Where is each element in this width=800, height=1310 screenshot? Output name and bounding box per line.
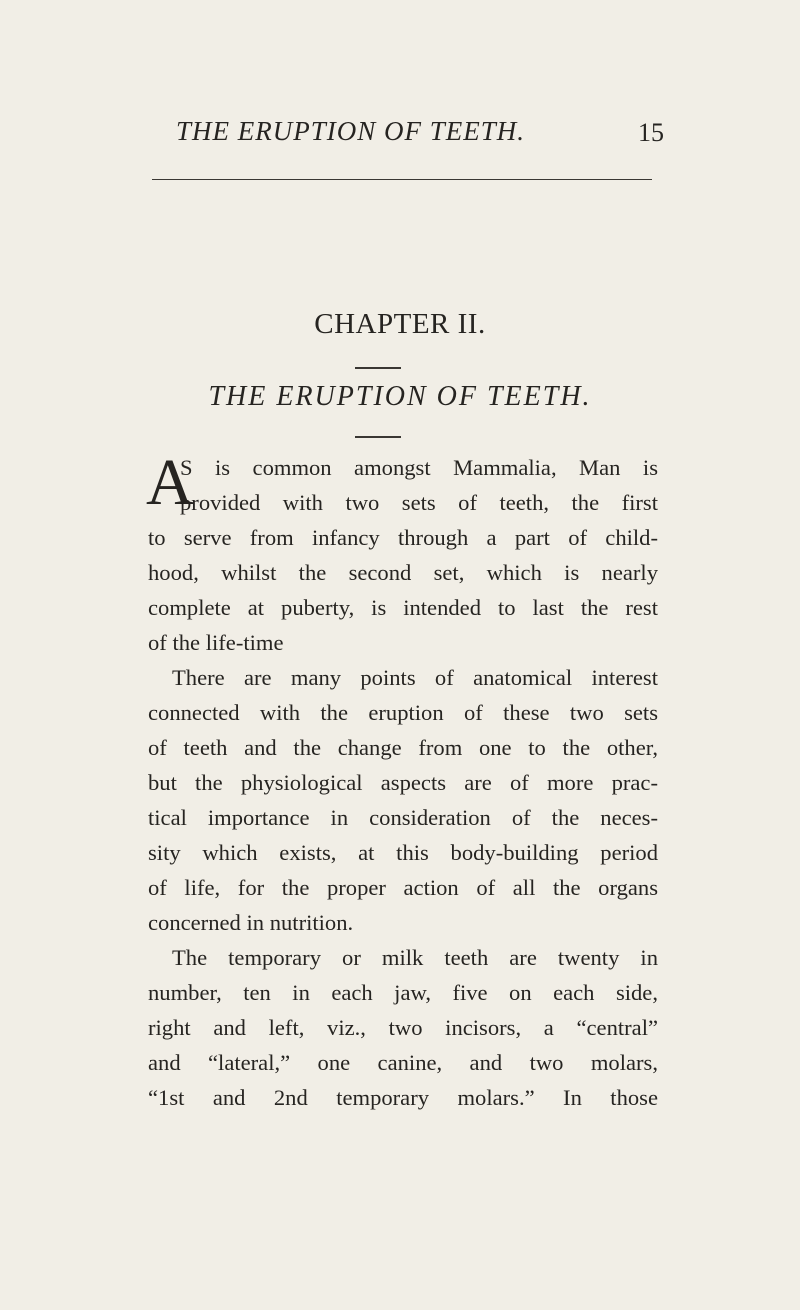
running-head-title: THE ERUPTION OF TEETH. xyxy=(176,116,526,146)
running-head xyxy=(150,116,670,156)
text-line: number, ten in each jaw, five on each side, xyxy=(148,980,658,1005)
paragraph-1 xyxy=(148,450,658,660)
text-line: hood, whilst the second set, which is nearly xyxy=(148,560,658,585)
paragraph-2 xyxy=(148,660,658,940)
title-rule-top xyxy=(355,367,401,369)
text-line: of the life-time xyxy=(148,630,284,655)
header-rule xyxy=(152,179,652,180)
text-line: right and left, viz., two incisors, a “central” xyxy=(148,1015,658,1040)
text-line: of teeth and the change from one to the other, xyxy=(148,735,658,760)
text-line: tical importance in consideration of the neces- xyxy=(148,805,658,830)
text-line: and “lateral,” one canine, and two molars, xyxy=(148,1050,658,1075)
text-line: sity which exists, at this body-building period xyxy=(148,840,658,865)
body-text xyxy=(148,450,658,1115)
text-line: but the physiological aspects are of more prac- xyxy=(148,770,658,795)
page-number: 15 xyxy=(638,118,664,147)
text-line: connected with the eruption of these two sets xyxy=(148,700,658,725)
text-line: S is common amongst Mammalia, Man is xyxy=(180,455,658,480)
text-line: concerned in nutrition. xyxy=(148,910,354,935)
title-rule-bottom xyxy=(355,436,401,438)
text-line: to serve from infancy through a part of child- xyxy=(148,525,658,550)
text-line: complete at puberty, is intended to last the rest xyxy=(148,595,658,620)
text-line: of life, for the proper action of all the organs xyxy=(148,875,658,900)
text-line: There are many points of anatomical interest xyxy=(172,665,658,690)
text-line: “1st and 2nd temporary molars.” In those xyxy=(148,1085,658,1110)
text-line: provided with two sets of teeth, the first xyxy=(180,490,658,515)
drop-cap: A xyxy=(146,450,194,519)
chapter-number: CHAPTER II. xyxy=(314,308,486,340)
chapter-title: THE ERUPTION OF TEETH. xyxy=(208,381,592,412)
paragraph-3 xyxy=(148,940,658,1115)
text-line: The temporary or milk teeth are twenty in xyxy=(172,945,658,970)
